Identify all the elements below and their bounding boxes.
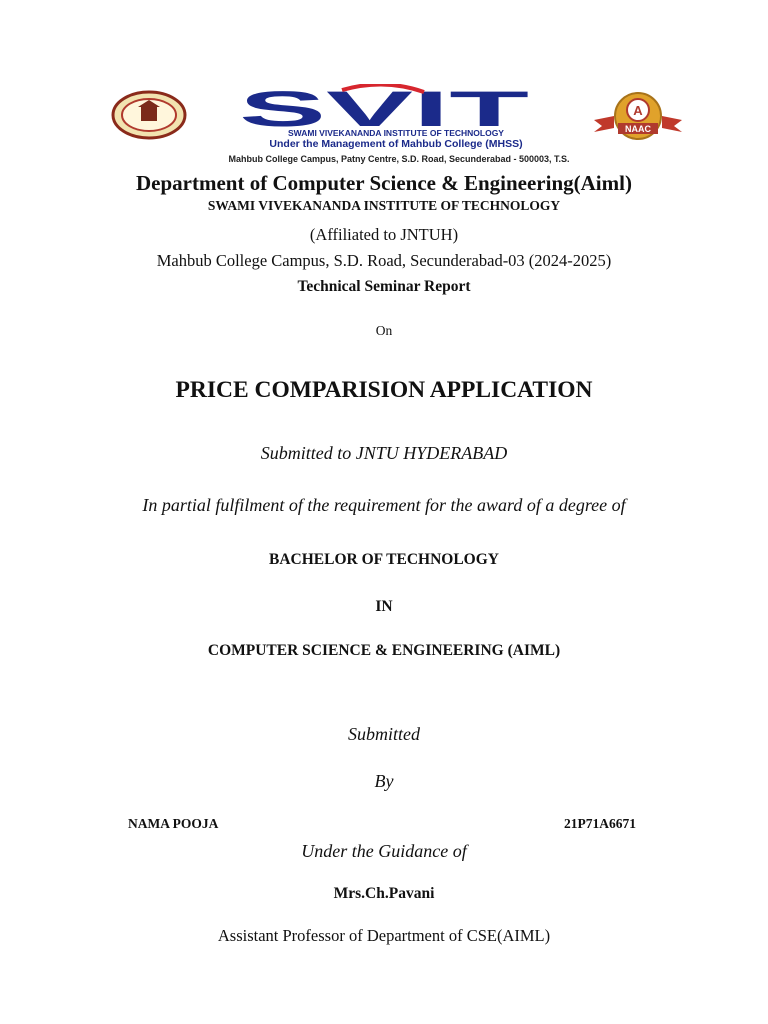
institute-name: SWAMI VIVEKANANDA INSTITUTE OF TECHNOLOGY [207, 198, 561, 213]
department-heading: Department of Computer Science & Engineering(Aiml) [136, 171, 632, 195]
project-title: PRICE COMPARISION APPLICATION [175, 377, 593, 403]
branch-name: COMPUTER SCIENCE & ENGINEERING (AIML) [207, 642, 561, 659]
guide-name: Mrs.Ch.Pavani [333, 885, 435, 902]
submitted-to: Submitted to JNTU HYDERABAD [260, 443, 508, 463]
svit-logo-text: SVIT [239, 84, 529, 130]
college-letterhead [106, 86, 688, 168]
naac-grade: A [633, 103, 643, 118]
naac-badge-icon [592, 90, 684, 146]
letterhead-institute-name: SWAMI VIVEKANANDA INSTITUTE OF TECHNOLOGY [288, 128, 504, 138]
in-label: IN [375, 598, 393, 615]
college-emblem-icon [110, 90, 188, 140]
letterhead-management: Under the Management of Mahbub College (MHSS) [269, 138, 523, 150]
guide-designation: Assistant Professor of Department of CSE(AIML) [217, 926, 551, 945]
campus-address: Mahbub College Campus, S.D. Road, Secunderabad-03 (2024-2025) [156, 251, 612, 270]
guidance-label: Under the Guidance of [301, 841, 467, 861]
affiliation: (Affiliated to JNTUH) [309, 225, 459, 244]
report-type: Technical Seminar Report [297, 278, 471, 295]
svit-logo-wordmark [234, 84, 534, 130]
student-name: NAMA POOJA [128, 816, 219, 831]
letterhead-address: Mahbub College Campus, Patny Centre, S.D. Road, Secunderabad - 500003, T.S. [228, 154, 570, 164]
by-label: By [374, 771, 394, 791]
degree-name: BACHELOR OF TECHNOLOGY [269, 551, 499, 568]
submitted-label: Submitted [348, 724, 420, 744]
student-roll-number: 21P71A6671 [564, 816, 636, 831]
on-label: On [375, 323, 393, 338]
partial-fulfilment-statement: In partial fulfilment of the requirement for the award of a degree of [142, 495, 626, 515]
naac-label: NAAC [625, 124, 651, 134]
